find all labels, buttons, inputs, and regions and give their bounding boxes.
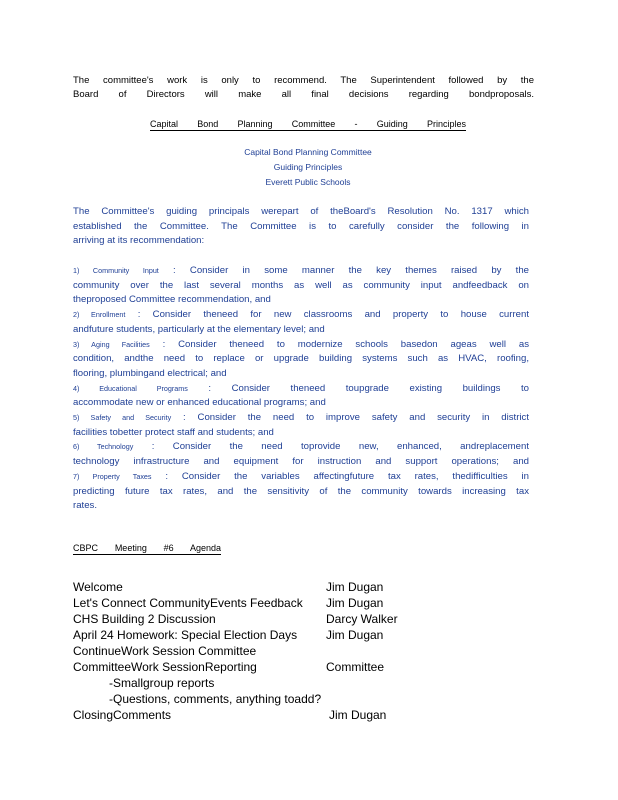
- principle-label: 6) Technology: [73, 442, 134, 452]
- agenda-presenter: Jim Dugan: [329, 708, 387, 722]
- principle-line: flooring, plumbingand electrical; and: [73, 367, 227, 379]
- principle-5: [73, 411, 529, 440]
- agenda-row: [73, 611, 493, 627]
- principle-1: [73, 264, 529, 308]
- principle-line: andfuture students, particularly at the elementary level; and: [73, 323, 325, 335]
- agenda-list: [73, 579, 493, 723]
- principles-list: [73, 264, 529, 514]
- agenda-row: [73, 675, 493, 691]
- agenda-heading: CBPC Meeting #6 Agenda: [73, 543, 221, 553]
- principle-line: theproposed Committee recommendation, and: [73, 294, 271, 306]
- principle-label: 2) Enrollment: [73, 310, 126, 320]
- principle-text: : Consider theneed for new classrooms and property to house current: [137, 309, 529, 321]
- agenda-subitem: -Questions, comments, anything toadd?: [109, 692, 322, 706]
- agenda-row: [73, 643, 493, 659]
- principle-line: [73, 338, 529, 353]
- agenda-item: CommitteeWork SessionReporting: [73, 660, 257, 674]
- principle-line: accommodate new or enhanced educational programs; and: [73, 397, 326, 409]
- agenda-item: April 24 Homework: Special Election Days: [73, 628, 298, 642]
- title-line-2: Guiding Principles: [273, 162, 343, 172]
- agenda-subitem: -Smallgroup reports: [109, 676, 215, 690]
- principle-text: : Consider the need to improve safety and security in district: [183, 412, 529, 424]
- principle-line: facilities tobetter protect staff and students; and: [73, 426, 274, 438]
- principle-text: : Consider the need toprovide new, enhanced, andreplacement: [151, 441, 529, 453]
- agenda-presenter: Committee: [326, 660, 385, 674]
- intro-line-2: Board of Directors will make all final decisions regarding bondproposals.: [73, 89, 534, 100]
- principle-text: : Consider in some manner the key themes raised by the: [173, 265, 529, 276]
- agenda-item: Let's Connect CommunityEvents Feedback: [73, 596, 303, 610]
- principle-line: community over the last several months as well as community input andfeedback on: [73, 279, 529, 291]
- principle-7: [73, 470, 529, 514]
- paragraph-line: arriving at its recommendation:: [73, 235, 205, 247]
- principle-text: : Consider the variables affectingfuture tax rates, thedifficulties in: [165, 470, 529, 482]
- agenda-item: CHS Building 2 Discussion: [73, 612, 216, 626]
- title-line-1: Capital Bond Planning Committee: [244, 147, 372, 157]
- principle-3: [73, 338, 529, 382]
- principle-line: predicting future tax rates, and the sensitivity of the community towards increasing tax: [73, 485, 529, 497]
- principle-line: [73, 411, 529, 426]
- agenda-row: [73, 659, 493, 675]
- principle-line: [73, 308, 529, 323]
- principle-line: [73, 382, 529, 397]
- principle-text: : Consider theneed toupgrade existing buildings to: [208, 382, 529, 394]
- agenda-presenter: Darcy Walker: [326, 612, 398, 626]
- principle-label: 1) Community Input: [73, 266, 159, 275]
- principle-2: [73, 308, 529, 337]
- principle-label: 7) Property Taxes: [73, 471, 152, 481]
- title-line-3: Everett Public Schools: [265, 177, 351, 187]
- principle-4: [73, 382, 529, 411]
- principle-line: [73, 440, 529, 455]
- intro-line-1: The committee's work is only to recommend. The Superintendent followed by the: [73, 75, 534, 86]
- agenda-row: [73, 579, 493, 595]
- agenda-presenter: Jim Dugan: [326, 628, 384, 642]
- agenda-item: ContinueWork Session Committee: [73, 644, 257, 658]
- principle-text: : Consider theneed to modernize schools basedon ageas well as: [162, 338, 529, 350]
- principle-label: 5) Safety and Security: [73, 413, 172, 423]
- agenda-row: [73, 691, 493, 707]
- title-block: [150, 145, 466, 190]
- principle-label: 3) Aging Facilities: [73, 339, 150, 349]
- agenda-row: [73, 627, 493, 643]
- paragraph-line: The Committee's guiding principals werepart of theBoard's Resolution No. 1317 which: [73, 206, 529, 217]
- intro-paragraph: [73, 205, 529, 249]
- agenda-item: Welcome: [73, 580, 123, 594]
- principle-6: [73, 440, 529, 469]
- principle-line: condition, andthe need to replace or upgrade building systems such as HVAC, roofing,: [73, 353, 529, 365]
- principle-line: technology infrastructure and equipment for instruction and support operations; and: [73, 456, 529, 468]
- principle-line: [73, 264, 529, 279]
- agenda-presenter: Jim Dugan: [326, 596, 384, 610]
- principle-line: rates.: [73, 500, 97, 512]
- principle-label: 4) Educational Programs: [73, 383, 188, 393]
- agenda-row: [73, 595, 493, 611]
- agenda-presenter: Jim Dugan: [326, 580, 384, 594]
- paragraph-line: established the Committee. The Committee is to carefully consider the following in: [73, 220, 529, 232]
- agenda-row: [73, 707, 493, 723]
- principle-line: [73, 470, 529, 485]
- principles-heading: Capital Bond Planning Committee - Guiding Principles: [150, 119, 466, 129]
- agenda-item: ClosingComments: [73, 708, 172, 722]
